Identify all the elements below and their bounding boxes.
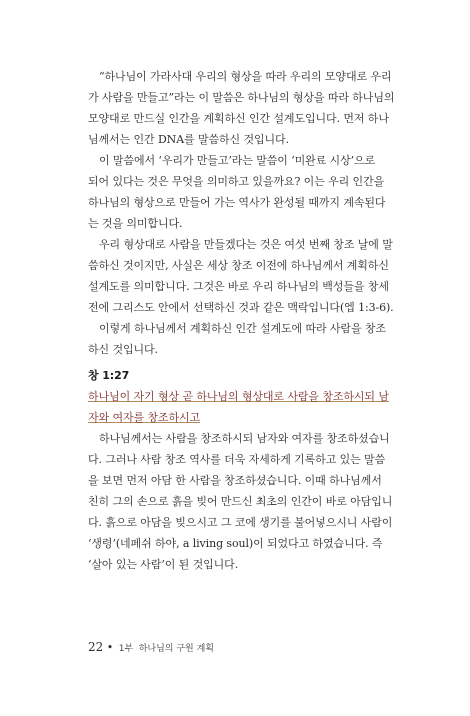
text-line: 하나님께서는 사람을 창조하시되 남자와 여자를 창조하셨습니 [99,432,390,445]
text-line: 모양대로 만드실 인간을 계획하신 인간 설계도입니다. 먼저 하나 [88,112,389,125]
verse-quote [88,386,388,428]
text-line: ‘살아 있는 사람’이 된 것입니다. [88,558,239,571]
page-footer [88,640,214,654]
text-line: 친히 그의 손으로 흙을 빚어 만드신 최초의 인간이 바로 아담입니 [88,495,393,508]
text-line: 하신 것입니다. [88,343,158,356]
verse-line-text: 자와 여자를 창조하시고 [88,411,201,424]
paragraph-2 [88,150,388,234]
verse-line-text: 하나님이 자기 형상 곧 하나님의 형상대로 사람을 창조하시되 남 [88,390,389,403]
part-label: 1부 [118,644,134,654]
text-line: 님께서는 인간 DNA를 말씀하신 것입니다. [88,133,289,146]
text-line: 가 사람을 만들고”라는 이 말씀은 하나님의 형상을 따라 하나님의 [88,91,395,104]
text-line: 전에 그리스도 안에서 선택하신 것과 같은 맥락입니다(엡 1:3-6). [88,301,394,314]
paragraph-4 [88,318,388,360]
text-line: 설계도를 의미합니다. 그것은 바로 우리 하나님의 백성들을 창세 [88,280,389,293]
verse-reference: 창 1:27 [88,369,130,382]
text-line: 씀하신 것이지만, 사실은 세상 창조 이전에 하나님께서 계획하신 [88,259,389,272]
text-line: ‘생령’(네페쉬 하야, a living soul)이 되었다고 하였습니다. 즉 [88,537,383,550]
page-number: 22 [88,640,104,654]
text-line: 이 말씀에서 ‘우리가 만들고’라는 말씀이 ‘미완료 시상’으로 [99,154,376,167]
text-line: 하나님의 형상으로 만들어 가는 역사가 완성될 때까지 계속된다 [88,196,386,209]
text-line: “하나님이 가라사대 우리의 형상을 따라 우리의 모양대로 우리 [99,70,392,83]
text-line: 이렇게 하나님께서 계획하신 인간 설계도에 따라 사람을 창조 [99,322,386,335]
paragraph-1 [88,66,395,150]
footer-separator: • [106,641,114,654]
text-line: 다. 흙으로 아담을 빚으시고 그 코에 생기를 불어넣으시니 사람이 [88,516,393,529]
verse-line [88,386,388,407]
text-line: 는 것을 의미합니다. [88,217,183,230]
text-line: 다. 그러나 사람 창조 역사를 더욱 자세하게 기록하고 있는 말씀 [88,453,386,466]
text-line: 을 보면 먼저 아담 한 사람을 창조하셨습니다. 이때 하나님께서 [88,474,382,487]
section-title: 하나님의 구원 계획 [138,644,214,654]
paragraph-5 [88,428,393,575]
text-line: 되어 있다는 것은 무엇을 의미하고 있을까요? 이는 우리 인간을 [88,175,385,188]
verse-line [88,407,388,428]
body-text [88,66,395,575]
text-line: 우리 형상대로 사람을 만들겠다는 것은 여섯 번째 창조 날에 말 [99,238,393,251]
paragraph-3 [88,234,394,318]
